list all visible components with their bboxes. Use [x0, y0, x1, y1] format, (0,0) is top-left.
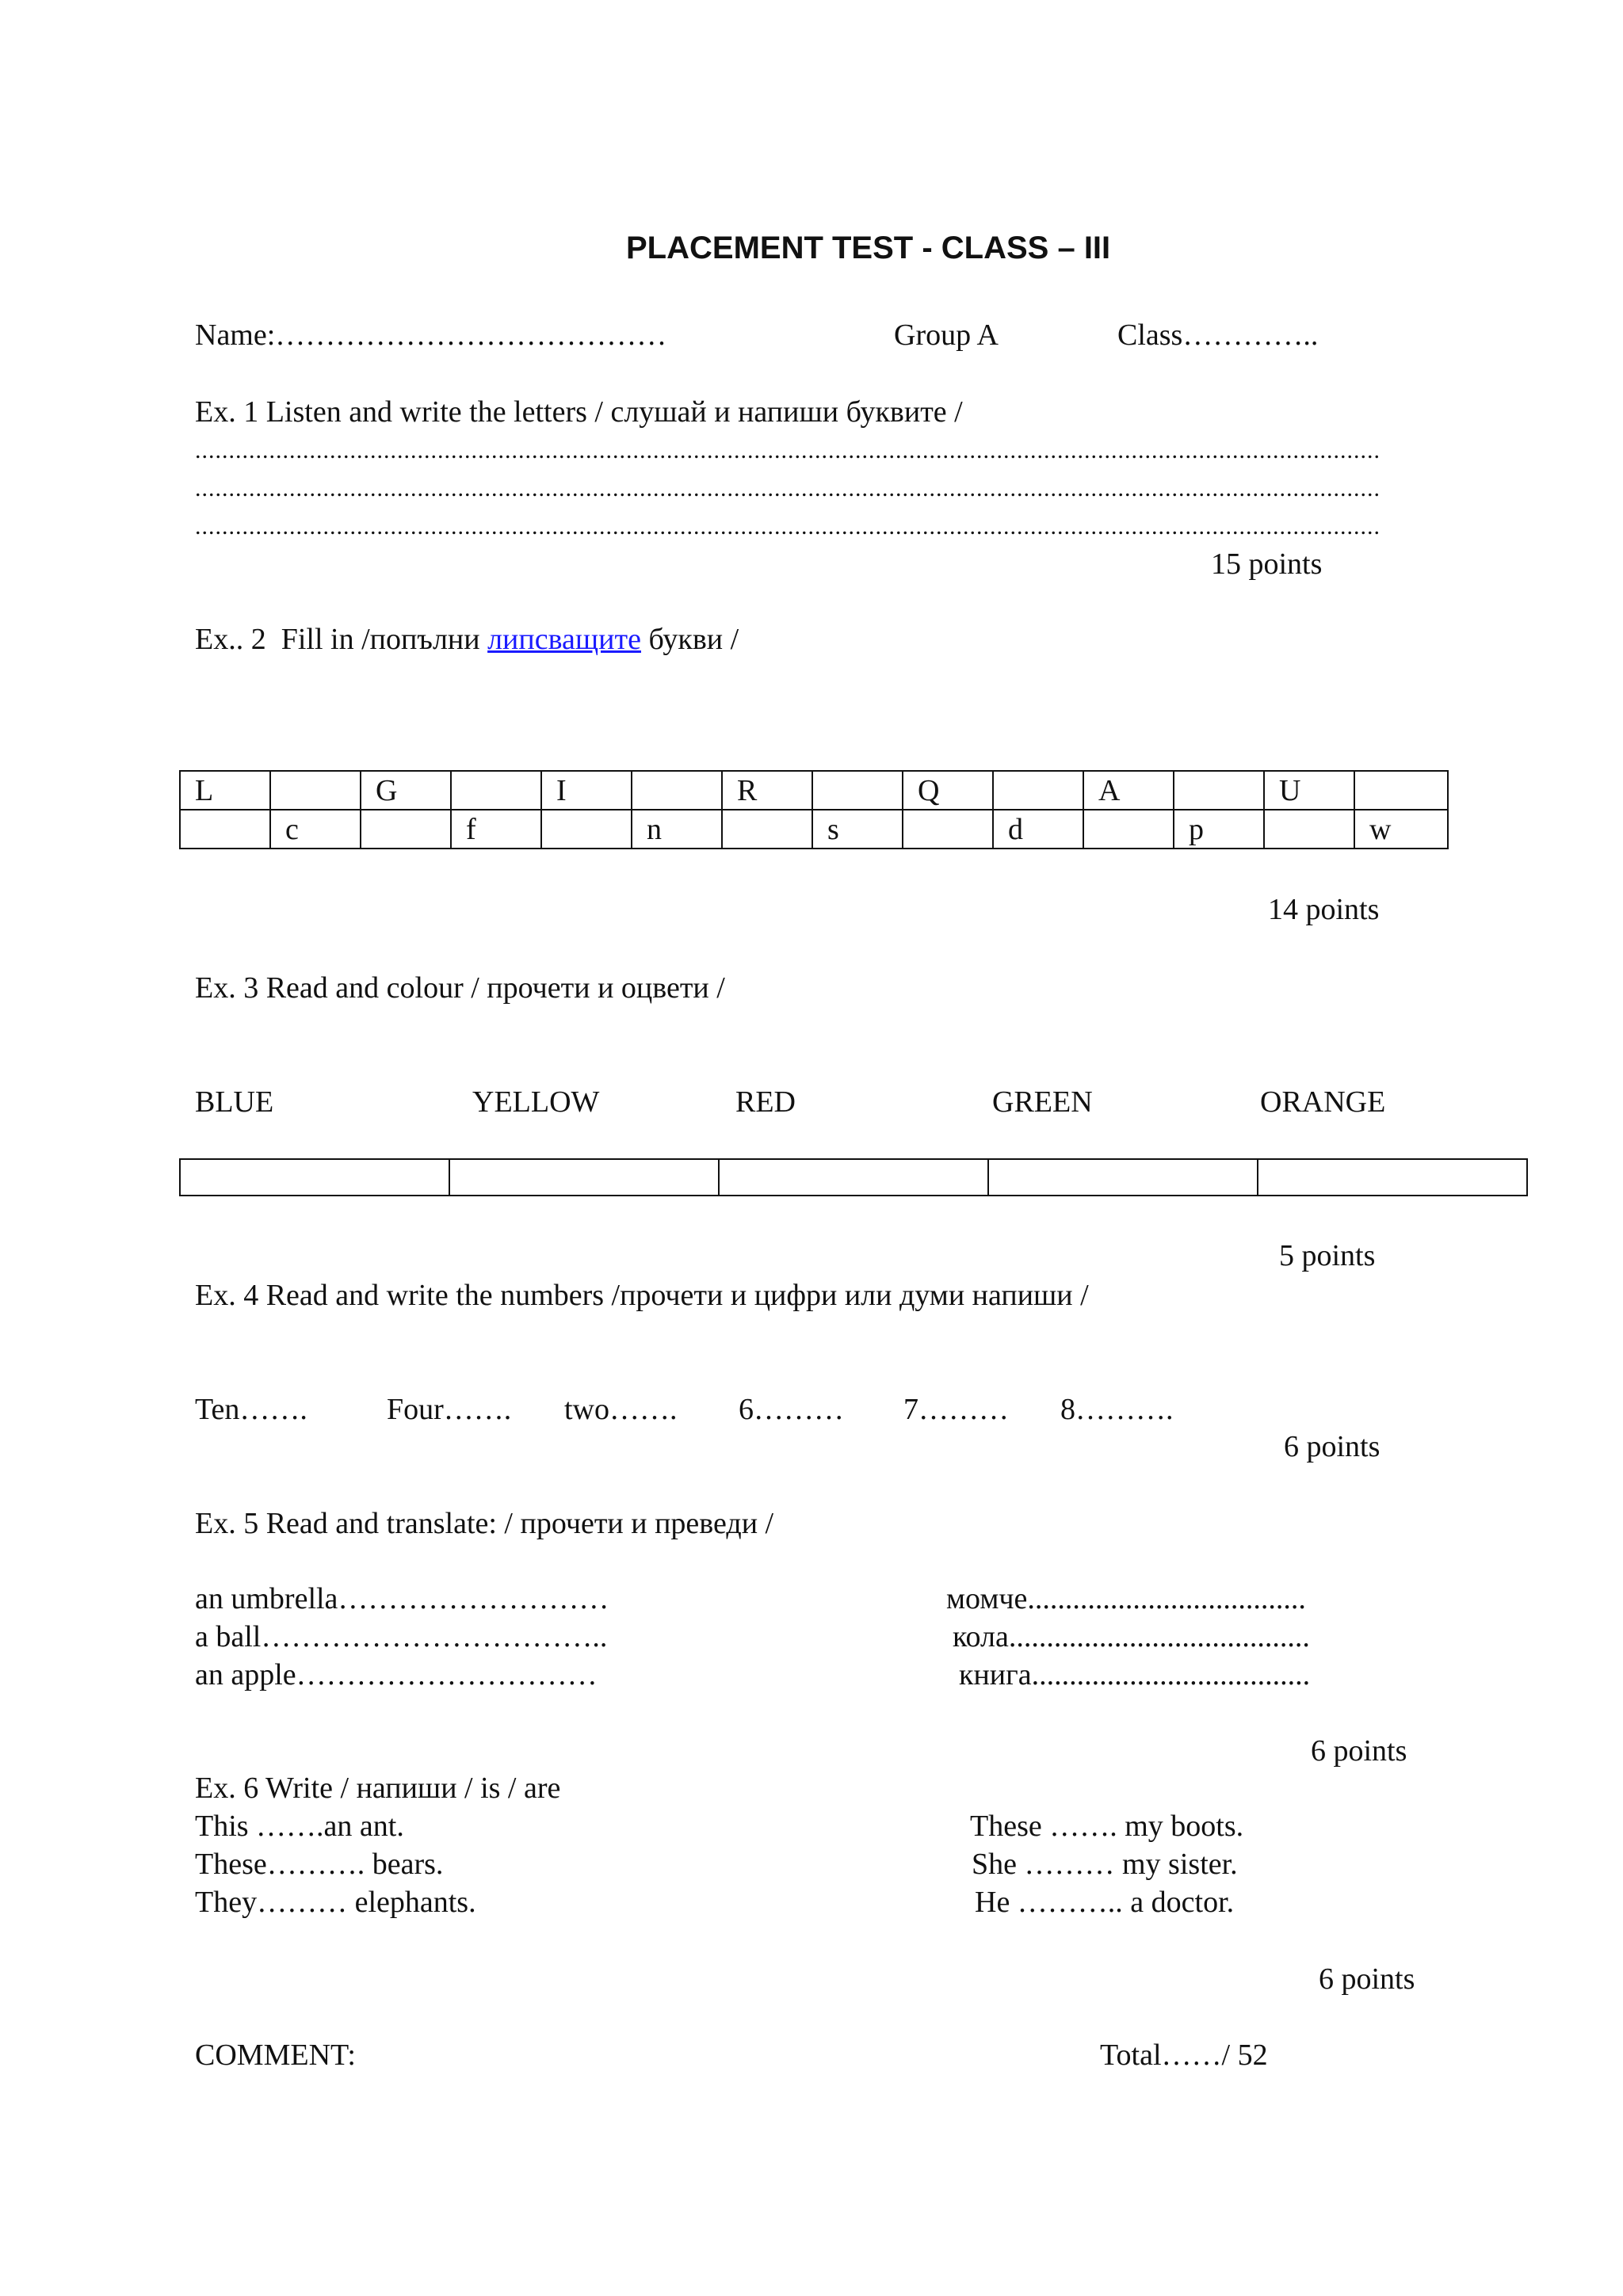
letter-cell: U: [1264, 771, 1354, 810]
ex1-answer-line[interactable]: ................................................................................................................................................................................: [195, 477, 1381, 501]
class-field[interactable]: Class…………..: [1117, 318, 1319, 352]
letter-cell: s: [812, 810, 903, 849]
ex6-heading: Ex. 6 Write / напиши / is / are: [195, 1772, 561, 1805]
letters-table: [179, 770, 1449, 849]
letter-cell: Q: [903, 771, 993, 810]
letter-cell: L: [180, 771, 270, 810]
ex2-heading-link[interactable]: липсващите: [487, 623, 641, 656]
letter-cell: A: [1083, 771, 1174, 810]
blank-cell[interactable]: [1083, 810, 1174, 849]
number-item[interactable]: Four…….: [387, 1393, 512, 1426]
ex4-heading: Ex. 4 Read and write the numbers /прочети и цифри или думи напиши /: [195, 1279, 1089, 1312]
letter-cell: w: [1354, 810, 1448, 849]
number-item[interactable]: 6………: [739, 1393, 844, 1426]
ex3-points: 5 points: [1279, 1239, 1376, 1272]
number-item[interactable]: 7………: [903, 1393, 1009, 1426]
sentence-item[interactable]: She ……… my sister.: [972, 1848, 1238, 1881]
sentence-item[interactable]: He ……….. a doctor.: [975, 1886, 1235, 1919]
blank-cell[interactable]: [361, 810, 451, 849]
page-title: PLACEMENT TEST - CLASS – III: [626, 231, 1111, 265]
letter-cell: G: [361, 771, 451, 810]
ex2-heading-text-end: букви /: [640, 623, 739, 656]
number-item[interactable]: Ten…….: [195, 1393, 307, 1426]
blank-cell[interactable]: [993, 771, 1083, 810]
blank-cell[interactable]: [1354, 771, 1448, 810]
ex5-heading: Ex. 5 Read and translate: / прочети и преведи /: [195, 1507, 774, 1540]
colour-box[interactable]: [719, 1159, 988, 1196]
blank-cell[interactable]: [270, 771, 361, 810]
sentence-item[interactable]: They……… elephants.: [195, 1886, 476, 1919]
colour-box[interactable]: [988, 1159, 1258, 1196]
letter-cell: f: [451, 810, 541, 849]
translate-item[interactable]: a ball……………………………..: [195, 1620, 608, 1653]
blank-cell[interactable]: [1264, 810, 1354, 849]
blank-cell[interactable]: [180, 810, 270, 849]
sentence-item[interactable]: These………. bears.: [195, 1848, 444, 1881]
ex1-answer-line[interactable]: ................................................................................................................................................................................: [195, 439, 1381, 463]
ex2-heading-text: Ex.. 2 Fill in /попълни: [195, 623, 488, 656]
group-label: Group A: [894, 318, 999, 352]
colour-boxes: [179, 1158, 1528, 1196]
number-item[interactable]: 8……….: [1060, 1393, 1174, 1426]
name-field[interactable]: Name:…………………………………: [195, 318, 667, 352]
ex4-points: 6 points: [1284, 1430, 1381, 1463]
ex3-heading: Ex. 3 Read and colour / прочети и оцвети /: [195, 971, 725, 1005]
color-word-orange: ORANGE: [1260, 1085, 1386, 1119]
letter-cell: I: [541, 771, 632, 810]
color-word-blue: BLUE: [195, 1085, 274, 1119]
ex5-points: 6 points: [1311, 1734, 1407, 1768]
blank-cell[interactable]: [541, 810, 632, 849]
letter-cell: R: [722, 771, 812, 810]
color-word-green: GREEN: [992, 1085, 1093, 1119]
blank-cell[interactable]: [903, 810, 993, 849]
translate-item[interactable]: кола........................................: [953, 1620, 1310, 1653]
translate-item[interactable]: книга.....................................: [959, 1658, 1311, 1691]
colour-box[interactable]: [180, 1159, 449, 1196]
letter-cell: d: [993, 810, 1083, 849]
letter-cell: n: [632, 810, 722, 849]
colour-box[interactable]: [449, 1159, 719, 1196]
translate-item[interactable]: an apple…………………………: [195, 1658, 598, 1691]
blank-cell[interactable]: [1174, 771, 1264, 810]
number-item[interactable]: two…….: [564, 1393, 678, 1426]
color-word-yellow: YELLOW: [472, 1085, 600, 1119]
ex1-answer-line[interactable]: ................................................................................................................................................................................: [195, 515, 1381, 539]
color-word-red: RED: [735, 1085, 796, 1119]
colour-box[interactable]: [1258, 1159, 1527, 1196]
letter-cell: c: [270, 810, 361, 849]
blank-cell[interactable]: [632, 771, 722, 810]
ex1-heading: Ex. 1 Listen and write the letters / слушай и напиши буквите /: [195, 395, 963, 429]
ex1-points: 15 points: [1211, 547, 1323, 581]
total-score[interactable]: Total……/ 52: [1100, 2039, 1268, 2072]
blank-cell[interactable]: [722, 810, 812, 849]
letter-cell: p: [1174, 810, 1264, 849]
ex2-points: 14 points: [1268, 893, 1380, 926]
sentence-item[interactable]: These ……. my boots.: [970, 1810, 1244, 1843]
blank-cell[interactable]: [451, 771, 541, 810]
blank-cell[interactable]: [812, 771, 903, 810]
sentence-item[interactable]: This …….an ant.: [195, 1810, 404, 1843]
translate-item[interactable]: момче.....................................: [946, 1582, 1306, 1615]
comment-label: COMMENT:: [195, 2039, 356, 2072]
ex6-points: 6 points: [1319, 1962, 1415, 1996]
ex2-heading: [195, 624, 739, 654]
translate-item[interactable]: an umbrella………………………: [195, 1582, 609, 1615]
